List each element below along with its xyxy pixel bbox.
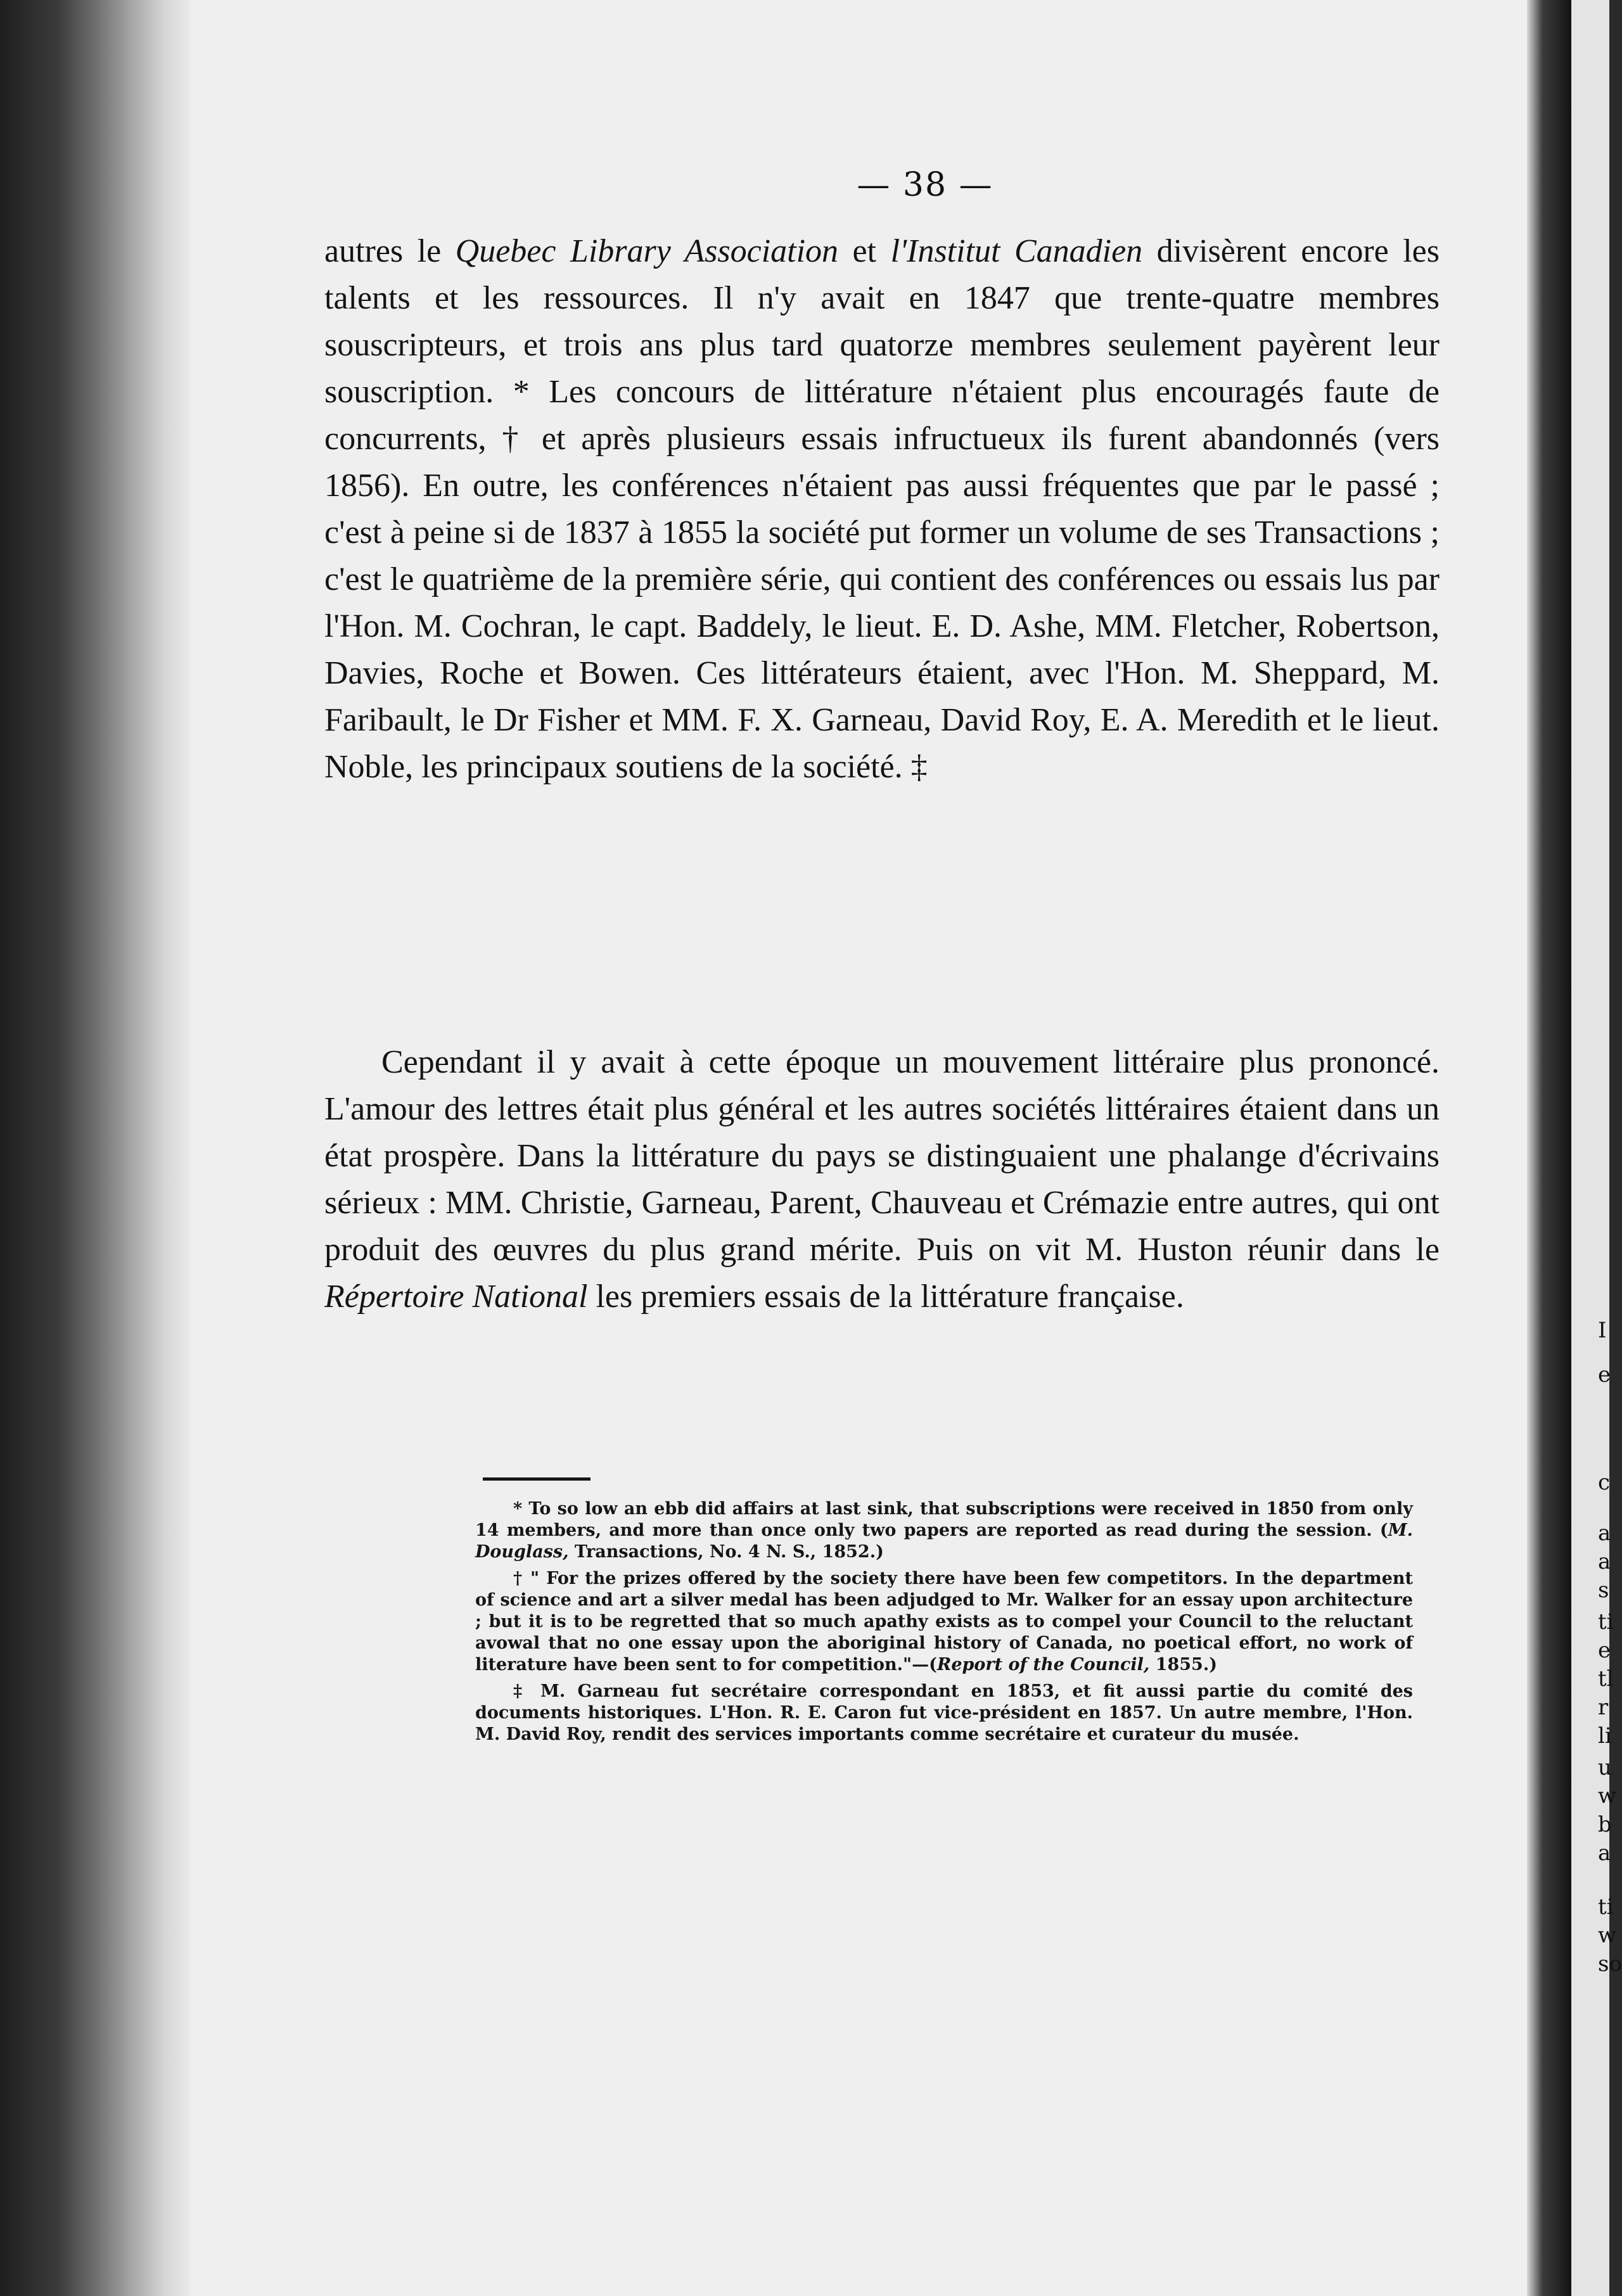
next-page-fragment: ti [1598, 1894, 1614, 1920]
next-page-fragment: a [1598, 1840, 1611, 1866]
next-page-fragment: so [1598, 1951, 1622, 1977]
next-page-fragment: c [1598, 1470, 1611, 1495]
paragraph-1-conjunction: et [838, 233, 891, 269]
next-page-fragment: e [1598, 1638, 1611, 1663]
footnote-3-text: ‡ M. Garneau fut secrétaire correspondant en 1853, et fit aussi partie du comité des documents historiques. L'Hon. R. E. Caron fut vice-président en 1857. Un autre membre, l'Hon. M. David Roy, rendit des services importants comme secrétaire et curateur du musée. [475, 1681, 1413, 1744]
footnote-1-end: Transactions, No. 4 N. S., 1852.) [568, 1542, 884, 1562]
page-number-text: — 38 — [857, 166, 993, 204]
institut-canadien-title: l'Institut Canadien [890, 233, 1143, 269]
paragraph-2-end: les premiers essais de la littérature française. [587, 1279, 1184, 1315]
next-page-fragment: I [1598, 1318, 1607, 1343]
quebec-library-association-title: Quebec Library Association [455, 233, 839, 269]
body-paragraph-2 [324, 1039, 1440, 1320]
scan-edge-left [0, 0, 190, 2296]
paragraph-1-intro: autres le [324, 233, 456, 269]
next-page-fragment: li [1598, 1723, 1612, 1749]
footnote-1 [475, 1498, 1413, 1563]
footnote-2-citation: Report of the Council, [936, 1655, 1150, 1674]
footnote-2-end: 1855.) [1149, 1655, 1218, 1674]
page-number [0, 166, 1609, 204]
next-page-fragment: a [1598, 1521, 1611, 1546]
paragraph-2-text: Cependant il y avait à cette époque un mouvement littéraire plus prononcé. L'amour des lettres était plus général et les autres sociétés littéraires étaient dans un état prospère. Dans la littérature du pays se distinguaient une phalange d'écrivains sérieux : MM. Christie, Garneau, Parent, Chauveau et Crémazie entre autres, qui ont produit des œuvres du plus grand mérite. Puis on vit M. Huston réunir dans le [324, 1044, 1440, 1268]
footnote-2 [475, 1568, 1413, 1676]
footnote-1-text: * To so low an ebb did affairs at last sink, that subscriptions were received in 1850 from only 14 members, and more than once only two papers are reported as read during the session. ( [475, 1499, 1413, 1540]
next-page-fragment: w [1598, 1923, 1617, 1948]
footnote-2-text: † " For the prizes offered by the society there have been few competitors. In the department of science and art a silver medal has been adjudged to Mr. Walker for an essay upon architecture ; but it is to be regretted that so much apathy exists as to compel your Council to the reluctant avowal that no one essay upon the aboriginal history of Canada, no poetical effort, no work of literature have been sent to for competition."—( [475, 1569, 1413, 1674]
next-page-fragment: u [1598, 1755, 1612, 1780]
next-page-fragment: r [1598, 1695, 1609, 1720]
paragraph-1-text: divisèrent encore les talents et les ressources. Il n'y avait en 1847 que trente-quatre membres souscripteurs, et trois ans plus tard quatorze membres seulement payèrent leur souscription. * Les concours de littérature n'étaient plus encouragés faute de concurrents, † et après plusieurs essais infructueux ils furent abandonnés (vers 1856). En outre, les conférences n'étaient pas aussi fréquentes que par le passé ; c'est à peine si de 1837 à 1855 la société put former un volume de ses Transactions ; c'est le quatrième de la première série, qui contient des conférences ou essais lus par l'Hon. M. Cochran, le capt. Baddely, le lieut. E. D. Ashe, MM. Fletcher, Robertson, Davies, Roche et Bowen. Ces littérateurs étaient, avec l'Hon. M. Sheppard, M. Faribault, le Dr Fisher et MM. F. X. Garneau, David Roy, E. A. Meredith et le lieut. Noble, les principaux soutiens de la société. ‡ [324, 233, 1440, 785]
next-page-fragment: ti [1598, 1609, 1614, 1635]
footnote-divider [483, 1477, 591, 1481]
next-page-edge [1571, 0, 1622, 2296]
next-page-fragment: b [1598, 1812, 1612, 1837]
next-page-fragment: w [1598, 1783, 1617, 1809]
next-page-fragment: tl [1598, 1666, 1614, 1692]
next-page-fragment: e [1598, 1362, 1611, 1387]
binding-gutter [1527, 0, 1571, 2296]
repertoire-national-title: Répertoire National [324, 1279, 588, 1315]
body-paragraph-1 [324, 228, 1440, 791]
next-page-fragment: s [1598, 1578, 1609, 1603]
footnote-1-citation: M. Douglass, [475, 1521, 1413, 1562]
footnote-3 [475, 1681, 1413, 1745]
footnotes [475, 1498, 1413, 1751]
next-page-fragment: a [1598, 1549, 1611, 1574]
